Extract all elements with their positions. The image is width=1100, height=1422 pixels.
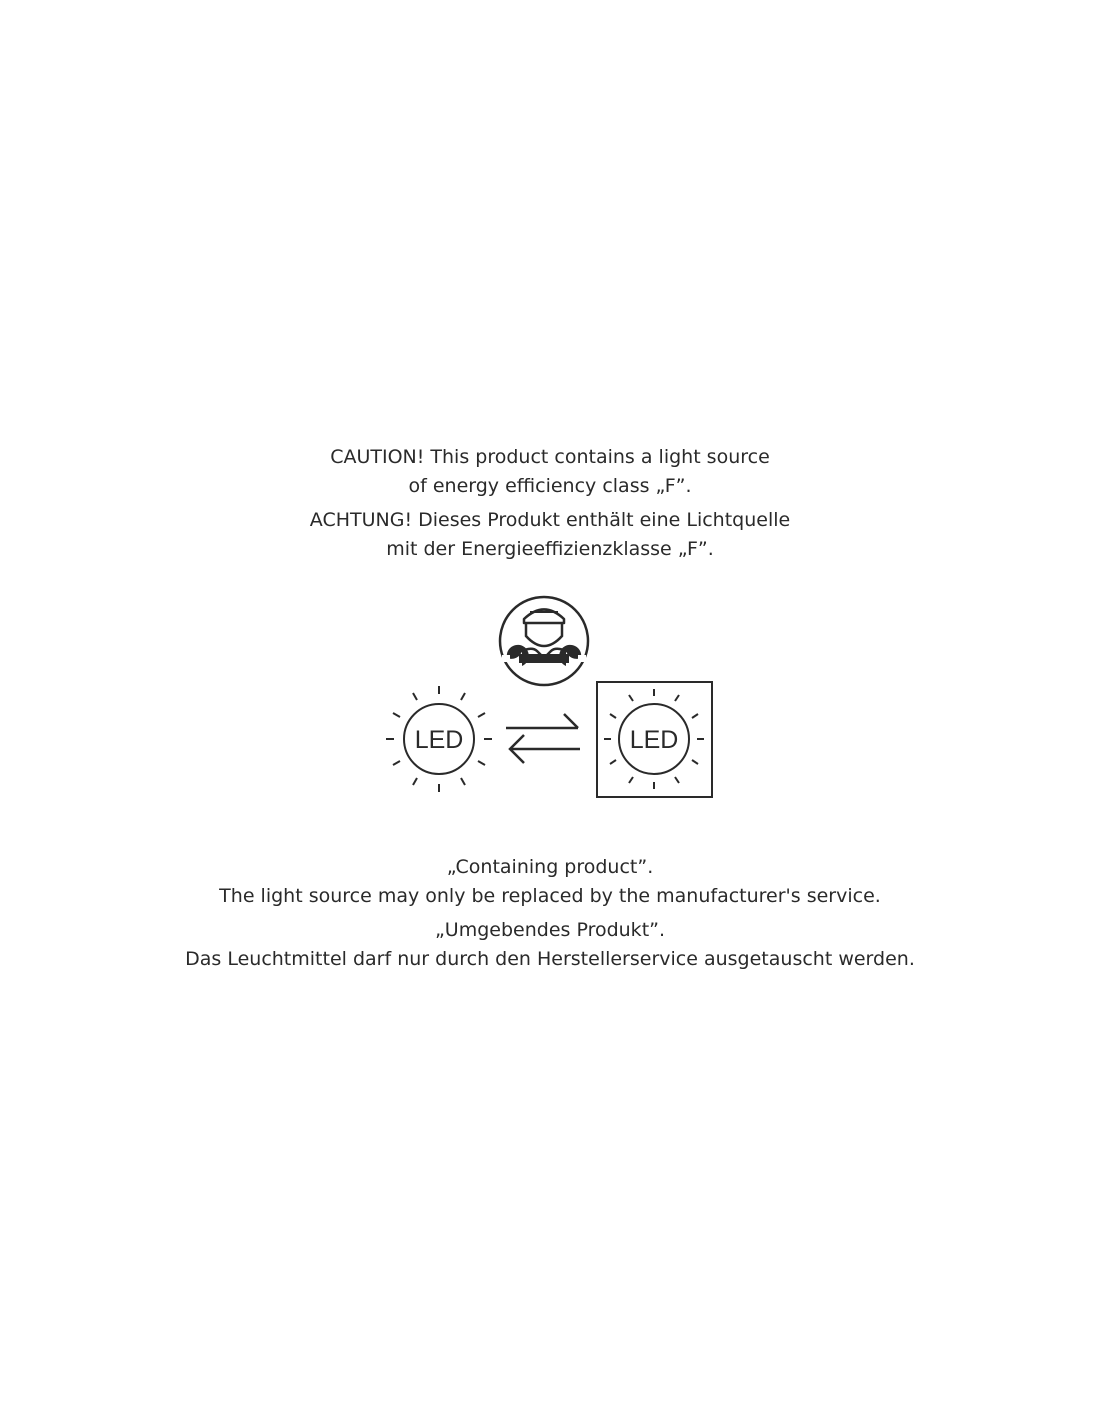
light-source-replacement-pictogram — [383, 592, 718, 804]
led-left-label: LED — [414, 726, 464, 754]
achtung-line-2: mit der Energieeffizienzklasse „F”. — [386, 538, 714, 560]
service-technician-icon — [500, 597, 588, 685]
swap-arrows-icon — [506, 714, 580, 763]
led-sun-icon — [386, 686, 492, 792]
led-sun-in-box-icon — [597, 682, 712, 797]
caution-line-2: of energy efficiency class „F”. — [408, 475, 692, 497]
containing-product-notice-en — [0, 853, 1100, 911]
containing-line-1: „Containing product”. — [446, 856, 654, 878]
achtung-line-1: ACHTUNG! Dieses Produkt enthält eine Lichtquelle — [309, 509, 791, 531]
umgebend-line-2: Das Leuchtmittel darf nur durch den Herstellerservice ausgetauscht werden. — [185, 948, 915, 970]
led-right-label: LED — [629, 726, 679, 754]
energy-class-notice-de — [0, 506, 1100, 564]
containing-product-notice-de — [0, 916, 1100, 974]
energy-class-notice-en — [0, 443, 1100, 501]
umgebend-line-1: „Umgebendes Produkt”. — [434, 919, 666, 941]
caution-line-1: CAUTION! This product contains a light source — [330, 446, 770, 468]
wrench-icon — [502, 645, 586, 666]
containing-line-2: The light source may only be replaced by the manufacturer's service. — [219, 885, 881, 907]
